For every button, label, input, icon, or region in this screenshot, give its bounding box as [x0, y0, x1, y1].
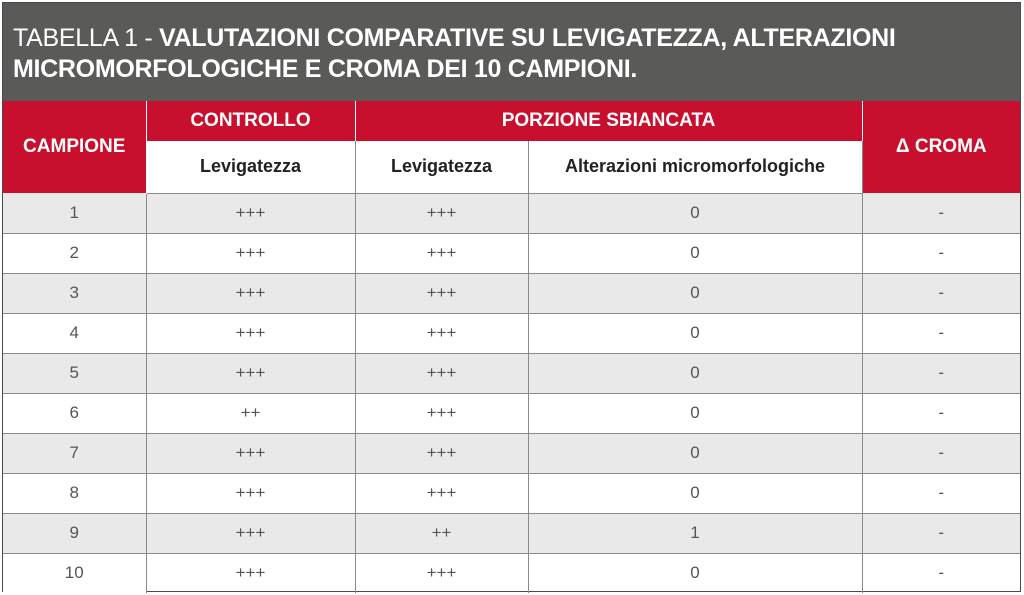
cell-delta-croma: -: [862, 513, 1020, 553]
cell-levigatezza-controllo: +++: [146, 313, 355, 353]
table-row: [3, 353, 1020, 393]
cell-alterazioni: 0: [528, 233, 862, 273]
header-delta-croma: Δ CROMA: [862, 101, 1020, 193]
table-title-prefix: TABELLA 1 -: [13, 24, 160, 52]
cell-levigatezza-porzione: ++: [355, 513, 528, 553]
cell-delta-croma: -: [862, 273, 1020, 313]
cell-levigatezza-controllo: +++: [146, 353, 355, 393]
header-row-1: [3, 101, 1020, 141]
cell-delta-croma: -: [862, 233, 1020, 273]
cell-alterazioni: 0: [528, 273, 862, 313]
cell-delta-croma: -: [862, 193, 1020, 233]
header-campione: CAMPIONE: [3, 101, 146, 193]
cell-campione: 5: [3, 353, 146, 393]
cell-alterazioni: 1: [528, 513, 862, 553]
cell-levigatezza-porzione: +++: [355, 393, 528, 433]
cell-campione: 1: [3, 193, 146, 233]
cell-levigatezza-porzione: +++: [355, 553, 528, 593]
cell-campione: 6: [3, 393, 146, 433]
cell-alterazioni: 0: [528, 353, 862, 393]
cell-levigatezza-controllo: +++: [146, 553, 355, 593]
subheader-levigatezza-porzione: Levigatezza: [355, 141, 528, 193]
cell-delta-croma: -: [938, 563, 945, 583]
cell-levigatezza-porzione: +++: [355, 473, 528, 513]
cell-levigatezza-controllo: +++: [146, 233, 355, 273]
cell-alterazioni: 0: [528, 433, 862, 473]
cell-delta-croma: -: [862, 353, 1020, 393]
table-row: [3, 273, 1020, 313]
cell-campione: 7: [3, 433, 146, 473]
cell-campione: 4: [3, 313, 146, 353]
cell-levigatezza-controllo: +++: [146, 433, 355, 473]
cell-levigatezza-controllo: +++: [146, 473, 355, 513]
cell-levigatezza-controllo: ++: [146, 393, 355, 433]
cell-levigatezza-porzione: +++: [355, 233, 528, 273]
table-title-line-2: MICROMORFOLOGICHE E CROMA DEI 10 CAMPIONI.: [13, 55, 637, 83]
cell-delta-croma: -: [862, 393, 1020, 433]
table-row: [3, 193, 1020, 233]
table-row: [3, 553, 1020, 593]
table-row: [3, 233, 1020, 273]
cell-alterazioni: 0: [528, 313, 862, 353]
cell-campione: 2: [3, 233, 146, 273]
data-table: [3, 101, 1020, 593]
cell-levigatezza-porzione: +++: [355, 353, 528, 393]
table-title-line-1: [13, 23, 1010, 54]
cell-levigatezza-porzione: +++: [355, 273, 528, 313]
cell-delta-croma: -: [862, 433, 1020, 473]
cell-levigatezza-porzione: +++: [355, 433, 528, 473]
cell-levigatezza-porzione: +++: [355, 313, 528, 353]
table-row: [3, 433, 1020, 473]
table-row: [3, 313, 1020, 353]
cell-campione: 8: [3, 473, 146, 513]
header-controllo: CONTROLLO: [146, 101, 355, 141]
cell-levigatezza-porzione: +++: [355, 193, 528, 233]
table-body: [3, 193, 1020, 593]
subheader-alterazioni: Alterazioni micromorfologiche: [528, 141, 862, 193]
cell-levigatezza-controllo: +++: [146, 193, 355, 233]
table-row: [3, 513, 1020, 553]
table-title-bar: [3, 3, 1020, 101]
table-row: [3, 393, 1020, 433]
subheader-levigatezza-controllo: Levigatezza: [146, 141, 355, 193]
cell-alterazioni: 0: [528, 393, 862, 433]
table-title-line-1-bold: VALUTAZIONI COMPARATIVE SU LEVIGATEZZA, ALTERAZIONI: [159, 24, 896, 52]
cell-campione: 10: [3, 553, 146, 593]
cell-levigatezza-controllo: +++: [146, 513, 355, 553]
cell-alterazioni: 0: [528, 553, 862, 593]
cell-alterazioni: 0: [528, 193, 862, 233]
cell-delta-croma: -: [862, 313, 1020, 353]
table-figure: [2, 2, 1021, 592]
cell-levigatezza-controllo: +++: [146, 273, 355, 313]
cell-delta-croma: -: [862, 473, 1020, 513]
header-porzione-sbiancata: PORZIONE SBIANCATA: [355, 101, 862, 141]
cell-alterazioni: 0: [528, 473, 862, 513]
cell-campione: 9: [3, 513, 146, 553]
table-row: [3, 473, 1020, 513]
cell-campione: 3: [3, 273, 146, 313]
